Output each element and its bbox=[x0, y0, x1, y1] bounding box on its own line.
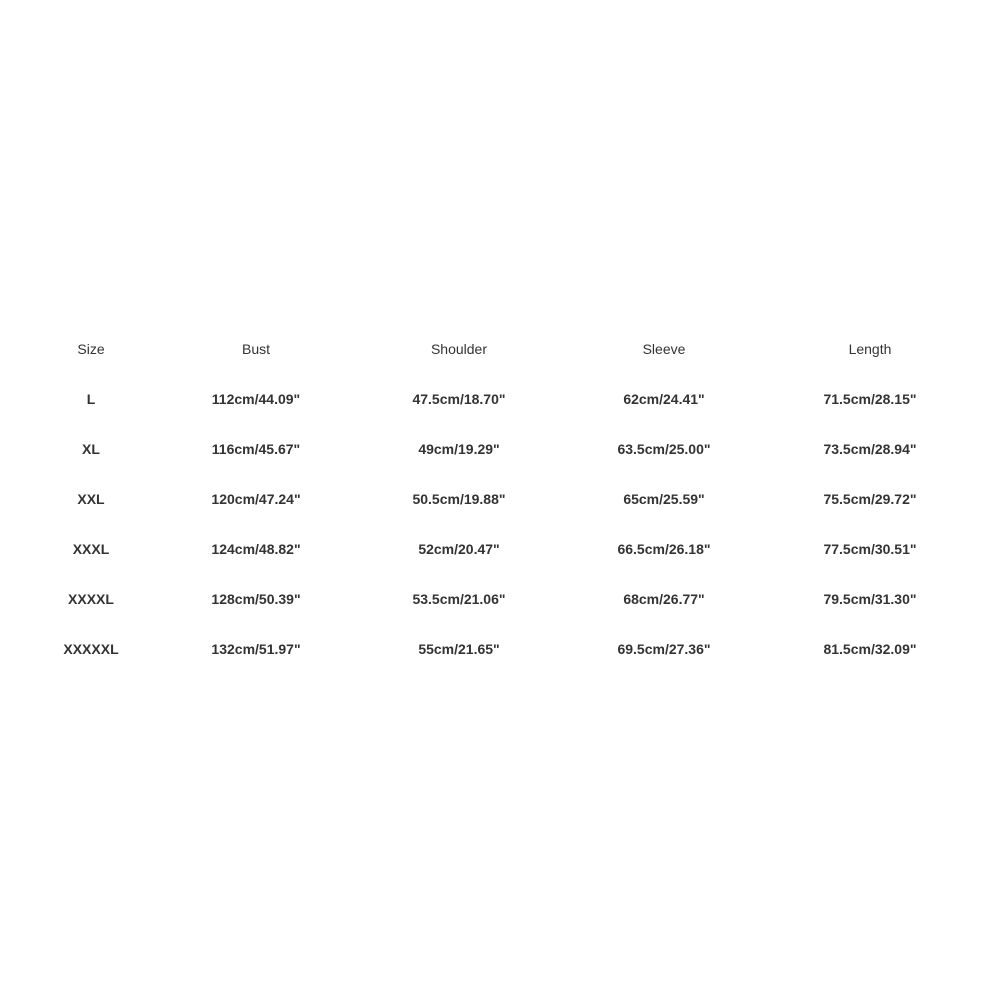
cell-shoulder: 55cm/21.65" bbox=[418, 641, 500, 657]
cell-sleeve: 65cm/25.59" bbox=[623, 491, 705, 507]
header-length: Length bbox=[848, 341, 892, 357]
cell-size: XXL bbox=[77, 491, 105, 507]
cell-size: XXXXXL bbox=[63, 641, 119, 657]
cell-sleeve: 63.5cm/25.00" bbox=[617, 441, 711, 457]
cell-size: XL bbox=[82, 441, 100, 457]
table-row bbox=[0, 574, 1000, 624]
cell-length: 71.5cm/28.15" bbox=[823, 391, 917, 407]
cell-bust: 116cm/45.67" bbox=[211, 441, 301, 457]
table-row bbox=[0, 524, 1000, 574]
cell-shoulder: 49cm/19.29" bbox=[418, 441, 500, 457]
cell-bust: 120cm/47.24" bbox=[211, 491, 301, 507]
cell-length: 73.5cm/28.94" bbox=[823, 441, 917, 457]
cell-length: 77.5cm/30.51" bbox=[823, 541, 917, 557]
size-chart-table bbox=[0, 324, 1000, 674]
cell-sleeve: 68cm/26.77" bbox=[623, 591, 705, 607]
cell-shoulder: 52cm/20.47" bbox=[418, 541, 500, 557]
cell-shoulder: 53.5cm/21.06" bbox=[412, 591, 506, 607]
table-row bbox=[0, 424, 1000, 474]
table-row bbox=[0, 474, 1000, 524]
cell-sleeve: 62cm/24.41" bbox=[623, 391, 705, 407]
header-shoulder: Shoulder bbox=[430, 341, 488, 357]
header-size: Size bbox=[77, 341, 105, 357]
cell-shoulder: 47.5cm/18.70" bbox=[412, 391, 506, 407]
header-bust: Bust bbox=[241, 341, 270, 357]
cell-shoulder: 50.5cm/19.88" bbox=[412, 491, 506, 507]
table-row bbox=[0, 374, 1000, 424]
cell-length: 75.5cm/29.72" bbox=[823, 491, 917, 507]
cell-bust: 132cm/51.97" bbox=[211, 641, 301, 657]
header-row bbox=[0, 324, 1000, 374]
cell-size: L bbox=[86, 391, 96, 407]
cell-size: XXXL bbox=[72, 541, 110, 557]
cell-bust: 128cm/50.39" bbox=[211, 591, 301, 607]
cell-bust: 124cm/48.82" bbox=[211, 541, 301, 557]
cell-length: 79.5cm/31.30" bbox=[823, 591, 917, 607]
header-sleeve: Sleeve bbox=[642, 341, 686, 357]
cell-length: 81.5cm/32.09" bbox=[823, 641, 917, 657]
cell-sleeve: 66.5cm/26.18" bbox=[617, 541, 711, 557]
cell-sleeve: 69.5cm/27.36" bbox=[617, 641, 711, 657]
cell-bust: 112cm/44.09" bbox=[211, 391, 301, 407]
cell-size: XXXXL bbox=[68, 591, 114, 607]
table-row bbox=[0, 624, 1000, 674]
